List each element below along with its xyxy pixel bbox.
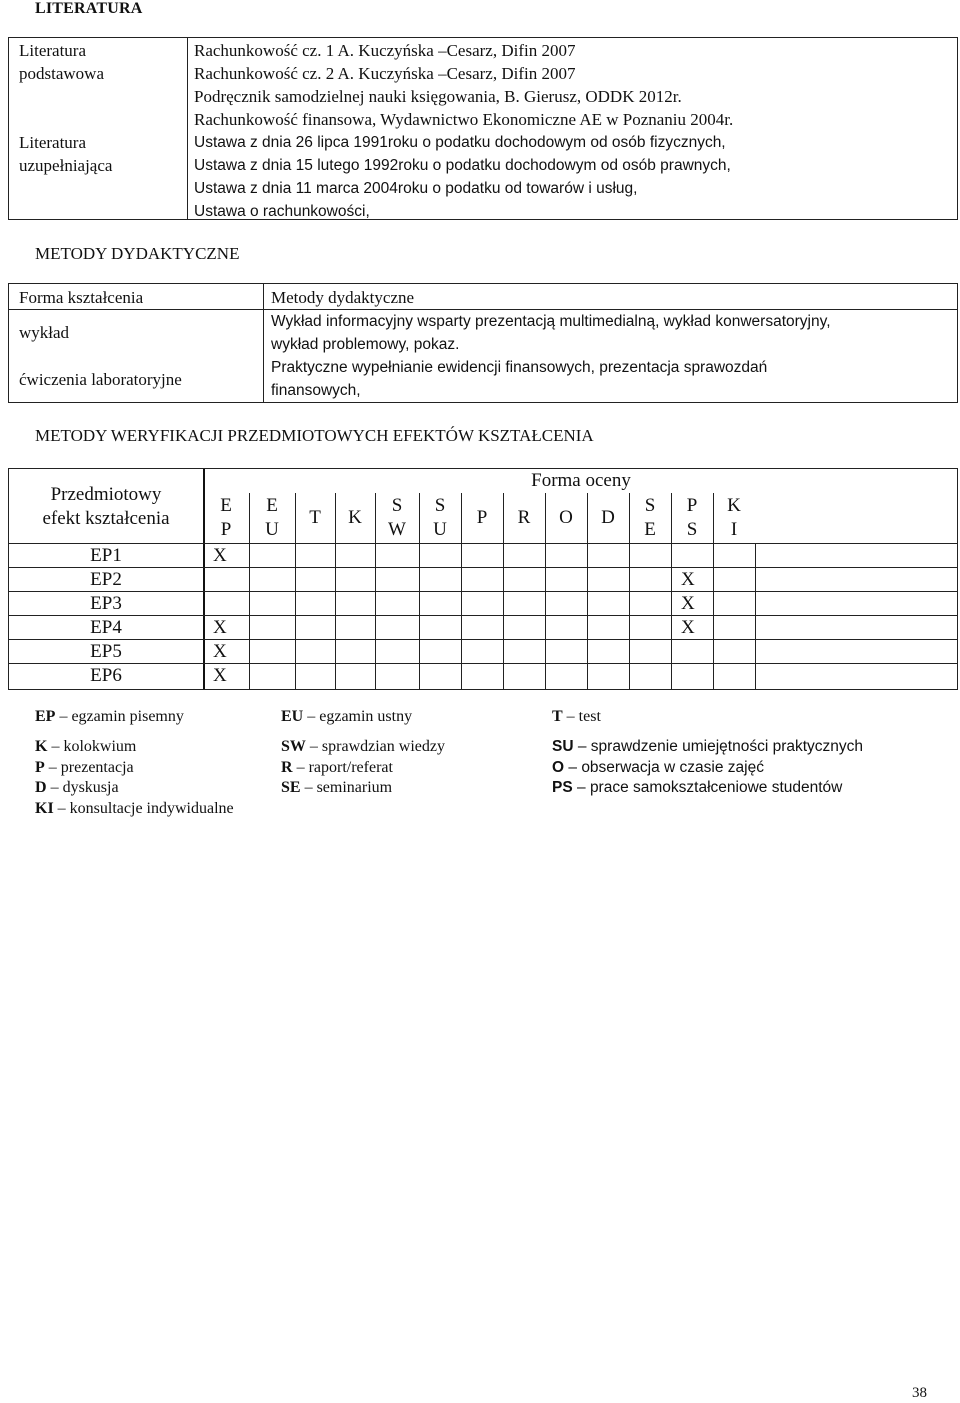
ep-label: EP6 <box>90 665 122 686</box>
legend-d: D – dyskusja <box>35 779 119 796</box>
methods-lab: Praktyczne wypełnianie ewidencji finansowych, prezentacja sprawozdań finansowych, <box>271 359 768 399</box>
legend-ep: EP – egzamin pisemny <box>35 708 184 725</box>
legend-eu: EU – egzamin ustny <box>281 708 413 725</box>
legend-t: T – test <box>552 708 601 725</box>
assessment-mark: X <box>681 569 695 590</box>
legend-ps: PS – prace samokształceniowe studentów <box>552 779 843 796</box>
assessment-mark: X <box>213 641 227 662</box>
form-lab: ćwiczenia laboratoryjne <box>19 370 182 389</box>
assessment-mark: X <box>213 665 227 686</box>
list-item: Rachunkowość cz. 1 A. Kuczyńska –Cesarz, Difin 2007 <box>194 41 576 60</box>
column-code-eu: E U <box>265 495 279 540</box>
column-code-d: D <box>601 507 615 528</box>
assessment-mark: X <box>681 617 695 638</box>
legend-o: O – obserwacja w czasie zajęć <box>552 759 764 776</box>
column-code-ki: K I <box>727 495 741 540</box>
forma-oceny-header: Forma oceny <box>531 470 631 491</box>
column-code-ps: P S <box>686 495 698 540</box>
methods-table <box>8 283 958 403</box>
column-code-t: T <box>309 507 321 528</box>
column-code-se: S E <box>644 495 656 540</box>
legend-se: SE – seminarium <box>281 779 393 796</box>
list-item: Rachunkowość finansowa, Wydawnictwo Ekonomiczne AE w Poznaniu 2004r. <box>194 110 734 129</box>
legend-p: P – prezentacja <box>35 759 134 776</box>
methods-section-title: METODY DYDAKTYCZNE <box>35 244 240 263</box>
extra-literature-list <box>194 131 731 223</box>
legend-ki: KI – konsultacje indywidualne <box>35 800 234 817</box>
methods-lecture: Wykład informacyjny wsparty prezentacją multimedialną, wykład konwersatoryjny, wykład problemowy, pokaz. <box>271 313 831 353</box>
list-item: Ustawa z dnia 26 lipca 1991roku o podatku dochodowym od osób fizycznych, <box>194 134 726 151</box>
list-item: Podręcznik samodzielnej nauki księgowania, B. Gierusz, ODDK 2012r. <box>194 87 682 106</box>
column-code-k: K <box>348 507 362 528</box>
row-header: Przedmiotowy efekt kształcenia <box>42 484 170 529</box>
page-number: 38 <box>912 1385 927 1401</box>
list-item: Ustawa z dnia 11 marca 2004roku o podatku od towarów i usług, <box>194 180 638 197</box>
page-title: LITERATURA <box>35 0 143 17</box>
legend-r: R – raport/referat <box>281 759 393 776</box>
literature-table <box>8 37 958 220</box>
assessment-mark: X <box>681 593 695 614</box>
ep-label: EP1 <box>90 545 122 566</box>
legend-sw: SW – sprawdzian wiedzy <box>281 738 445 755</box>
methods-column-header: Metody dydaktyczne <box>271 288 415 307</box>
basic-literature-list <box>194 39 733 131</box>
column-code-p: P <box>476 507 488 528</box>
verification-grid <box>8 468 958 690</box>
legend-su: SU – sprawdzenie umiejętności praktycznych <box>552 738 864 755</box>
basic-literature-label: Literatura podstawowa <box>19 41 104 83</box>
extra-literature-label: Literatura uzupełniająca <box>19 133 113 175</box>
column-code-su: S U <box>433 495 447 540</box>
form-lecture: wykład <box>19 323 70 342</box>
form-column-header: Forma kształcenia <box>19 288 144 307</box>
list-item: Ustawa z dnia 15 lutego 1992roku o podatku dochodowym od osób prawnych, <box>194 157 731 174</box>
column-code-ep: E P <box>220 495 232 540</box>
assessment-mark: X <box>213 617 227 638</box>
column-code-r: R <box>517 507 531 528</box>
ep-label: EP2 <box>90 569 122 590</box>
ep-label: EP4 <box>90 617 122 638</box>
table-divider <box>263 284 264 402</box>
assessment-mark: X <box>213 545 227 566</box>
column-code-o: O <box>559 507 573 528</box>
list-item: Rachunkowość cz. 2 A. Kuczyńska –Cesarz, Difin 2007 <box>194 64 576 83</box>
ep-label: EP3 <box>90 593 122 614</box>
column-code-sw: S W <box>388 495 406 540</box>
grid-line <box>755 543 756 689</box>
legend-k: K – kolokwium <box>35 738 137 755</box>
table-divider <box>187 38 188 219</box>
list-item: Ustawa o rachunkowości, <box>194 203 370 220</box>
verification-section-title: METODY WERYFIKACJI PRZEDMIOTOWYCH EFEKTÓW KSZTAŁCENIA <box>35 426 594 445</box>
ep-label: EP5 <box>90 641 122 662</box>
